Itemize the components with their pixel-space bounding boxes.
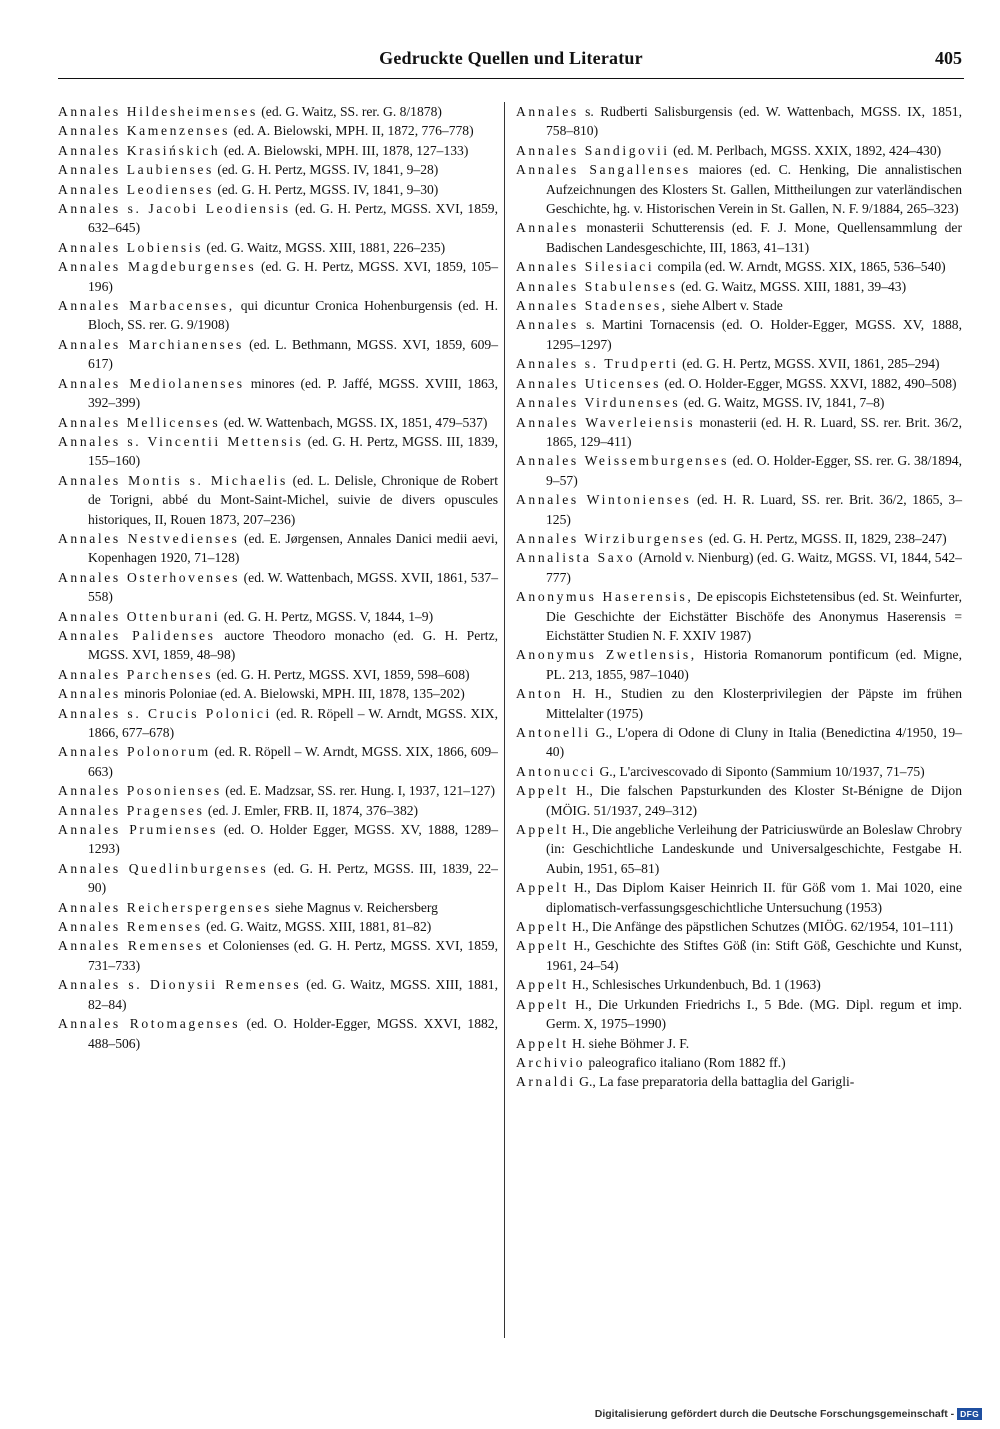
- entry-text: (ed. O. Holder Egger, MGSS. XV, 1888, 1289–1293): [88, 822, 498, 857]
- bibliography-entry: [58, 199, 498, 238]
- bibliography-entry: [58, 975, 498, 1014]
- entry-keyword: Annales s. Trudperti: [516, 356, 679, 372]
- bibliography-entry: [58, 296, 498, 335]
- entry-keyword: Annalista Saxo: [516, 550, 636, 566]
- entry-text: (ed. R. Röpell – W. Arndt, MGSS. XIX, 1866, 609–663): [88, 744, 498, 779]
- entry-text: H., Die Urkunden Friedrichs I., 5 Bde. (MG. Dipl. regum et imp. Germ. X, 1975–1990): [546, 996, 962, 1032]
- bibliography-entry: [516, 684, 962, 723]
- entry-text: H. siehe Böhmer J. F.: [572, 1035, 690, 1051]
- entry-keyword: Annales Marbacenses,: [58, 298, 235, 314]
- entry-keyword: Annales Rotomagenses: [58, 1016, 241, 1032]
- bibliography-entry: [516, 723, 962, 762]
- entry-keyword: Annales Wintonienses: [516, 492, 692, 508]
- entry-text: maiores (ed. C. Henking, Die annalistischen Aufzeichnungen des Klosters St. Gallen, Mittheilungen zur vaterländischen Geschichte, hg. v. Historischen Verein in St. Gallen, N. F. 9/1884, 265–323): [546, 162, 962, 217]
- bibliography-entry: [516, 354, 962, 373]
- bibliography-entry: [58, 1014, 498, 1053]
- entry-keyword: Antonelli: [516, 725, 591, 740]
- entry-text: (ed. J. Emler, FRB. II, 1874, 376–382): [207, 802, 419, 818]
- entry-text: H., Die angebliche Verleihung der Patriciuswürde an Boleslaw Chrobry (in: Geschichtliche Landeskunde und Universalgeschichte, Festgabe H. Aubin, 1951, 65–81): [546, 822, 962, 876]
- entry-keyword: Annales Posonienses: [58, 783, 222, 799]
- entry-text: H., Die Anfänge des päpstlichen Schutzes (MIÖG. 62/1954, 101–111): [572, 919, 954, 935]
- entry-text: (ed. G. H. Pertz, MGSS. XVII, 1861, 285–294): [682, 356, 940, 372]
- entry-text: siehe Albert v. Stade: [671, 298, 783, 314]
- entry-keyword: Appelt: [516, 822, 569, 838]
- entry-text: (ed. G. H. Pertz, MGSS. XVI, 1859, 598–608): [216, 666, 470, 682]
- entry-text: (ed. M. Perlbach, MGSS. XXIX, 1892, 424–430): [673, 142, 942, 158]
- entry-keyword: Annales Reicherspergenses: [58, 899, 272, 915]
- entry-text: G., L'opera di Odone di Cluny in Italia (Benedictina 4/1950, 19–40): [546, 725, 962, 760]
- entry-text: (Arnold v. Nienburg) (ed. G. Waitz, MGSS. VI, 1844, 542–777): [546, 550, 962, 585]
- entry-text: s. Martini Tornacensis (ed. O. Holder-Egger, MGSS. XV, 1888, 1295–1297): [546, 317, 962, 352]
- page-title: Gedruckte Quellen und Literatur: [379, 48, 643, 68]
- bibliography-entry: [58, 180, 498, 199]
- entry-keyword: Appelt: [516, 783, 569, 799]
- bibliography-entry: [58, 859, 498, 898]
- bibliography-entry: [58, 141, 498, 160]
- bibliography-entry: [516, 277, 962, 296]
- entry-keyword: Annales Virdunenses: [516, 395, 681, 411]
- bibliography-entry: [58, 257, 498, 296]
- entry-text: (ed. O. Holder-Egger, MGSS. XXVI, 1882, 490–508): [664, 375, 957, 391]
- entry-text: (ed. G. Waitz, SS. rer. G. 8/1878): [261, 104, 442, 119]
- bibliography-entry: [516, 374, 962, 393]
- bibliography-entry: [58, 801, 498, 820]
- bibliography-entry: [516, 141, 962, 160]
- entry-keyword: Annales: [58, 686, 121, 702]
- entry-keyword: Annales Lobiensis: [58, 239, 204, 255]
- entry-text: monasterii (ed. H. R. Luard, SS. rer. Brit. 36/2, 1865, 129–411): [546, 414, 962, 449]
- bibliography-entry: [516, 529, 962, 548]
- entry-text: (ed. E. Jørgensen, Annales Danici medii aevi, Kopenhagen 1920, 71–128): [88, 530, 498, 566]
- entry-keyword: Annales: [516, 104, 579, 119]
- right-column: [516, 102, 962, 1092]
- bibliography-entry: [516, 917, 962, 936]
- footer-text: Digitalisierung gefördert durch die Deutsche Forschungsgemeinschaft -: [594, 1408, 955, 1420]
- bibliography-entry: [516, 490, 962, 529]
- entry-text: De episcopis Eichstetensibus (ed. St. Weinfurter, Die Geschichte der Eichstätter Bischöfe des Anonymus Haserensis = Eichstätter Studien N. F. XXIV 1987): [546, 589, 962, 643]
- entry-keyword: Annales Hildesheimenses: [58, 104, 258, 119]
- entry-text: (ed. G. H. Pertz, MGSS. II, 1829, 238–247): [708, 530, 947, 546]
- entry-keyword: Annales Mellicenses: [58, 414, 221, 430]
- entry-keyword: Annales Leodienses: [58, 181, 214, 197]
- entry-keyword: Annales s. Dionysii Remenses: [58, 977, 302, 993]
- bibliography-entry: [516, 645, 962, 684]
- bibliography-entry: [516, 936, 962, 975]
- bibliography-entry: [516, 393, 962, 412]
- entry-text: siehe Magnus v. Reichersberg: [275, 899, 438, 915]
- entry-keyword: Annales Ottenburani: [58, 608, 221, 624]
- entry-text: monasterii Schutterensis (ed. F. J. Mone, Quellensammlung der Badischen Landesgeschichte, III, 1863, 41–131): [546, 220, 962, 255]
- bibliography-entry: [58, 160, 498, 179]
- entry-keyword: Annales: [516, 317, 579, 333]
- entry-text: H. H., Studien zu den Klosterprivilegien der Päpste im frühen Mittelalter (1975): [546, 686, 962, 721]
- bibliography-entry: [58, 432, 498, 471]
- entry-text: s. Rudberti Salisburgensis (ed. W. Wattenbach, MGSS. IX, 1851, 758–810): [546, 104, 962, 139]
- entry-keyword: Annales Osterhovenses: [58, 569, 241, 585]
- bibliography-entry: [58, 898, 498, 917]
- left-column: [58, 102, 498, 1053]
- entry-text: (ed. G. H. Pertz, MGSS. V, 1844, 1–9): [223, 608, 434, 624]
- entry-keyword: Annales Sangallenses: [516, 162, 691, 178]
- bibliography-entry: [58, 742, 498, 781]
- bibliography-entry: [58, 238, 498, 257]
- bibliography-entry: [516, 878, 962, 917]
- entry-text: H., Die falschen Papsturkunden des Kloster St-Bénigne de Dijon (MÖIG. 51/1937, 249–312): [546, 783, 962, 818]
- entry-keyword: Annales Remenses: [58, 938, 204, 954]
- entry-keyword: Annales Quedlinburgenses: [58, 860, 269, 876]
- entry-keyword: Arnaldi: [516, 1074, 576, 1090]
- entry-keyword: Annales s. Jacobi Leodiensis: [58, 201, 291, 217]
- entry-text: auctore Theodoro monacho (ed. G. H. Pertz, MGSS. XVI, 1859, 48–98): [88, 627, 498, 663]
- entry-text: (ed. G. Waitz, MGSS. IV, 1841, 7–8): [683, 395, 885, 411]
- entry-text: (ed. H. R. Luard, SS. rer. Brit. 36/2, 1865, 3–125): [546, 492, 962, 527]
- entry-text: (ed. L. Bethmann, MGSS. XVI, 1859, 609–617): [88, 336, 498, 372]
- bibliography-entry: [58, 704, 498, 743]
- entry-keyword: Annales Silesiaci: [516, 259, 655, 275]
- bibliography-entry: [58, 529, 498, 568]
- entry-keyword: Anonymus Haserensis,: [516, 589, 694, 605]
- entry-text: (ed. L. Delisle, Chronique de Robert de Torigni, abbé du Mont-Saint-Michel, suivie de divers opuscules historiques, II, Rouen 1873, 207–236): [88, 472, 498, 527]
- entry-keyword: Annales Uticenses: [516, 375, 661, 391]
- bibliography-entry: [58, 781, 498, 800]
- entry-text: (ed. A. Bielowski, MPH. III, 1878, 127–133): [223, 142, 469, 158]
- entry-keyword: Annales s. Crucis Polonici: [58, 705, 272, 721]
- entry-keyword: Appelt: [516, 880, 569, 896]
- entry-text: G., La fase preparatoria della battaglia del Garigli-: [579, 1074, 855, 1090]
- entry-text: (ed. O. Holder-Egger, SS. rer. G. 38/1894, 9–57): [546, 453, 963, 488]
- bibliography-entry: [58, 374, 498, 413]
- entry-text: qui dicuntur Cronica Hohenburgensis (ed. H. Bloch, SS. rer. G. 9/1908): [88, 298, 498, 333]
- entry-keyword: Appelt: [516, 938, 569, 954]
- entry-text: H., Geschichte des Stiftes Göß (in: Stift Göß, Geschichte und Kunst, 1961, 24–54): [546, 938, 962, 973]
- entry-text: minores (ed. P. Jaffé, MGSS. XVIII, 1863, 392–399): [88, 375, 498, 411]
- bibliography-entry: [516, 587, 962, 645]
- entry-text: Historia Romanorum pontificum (ed. Migne, PL. 213, 1855, 987–1040): [546, 647, 962, 682]
- entry-text: G., L'arcivescovado di Siponto (Sammium 10/1937, 71–75): [599, 763, 925, 779]
- bibliography-entry: [516, 102, 962, 141]
- bibliography-entry: [516, 296, 962, 315]
- entry-keyword: Annales Sandigovii: [516, 142, 670, 158]
- entry-keyword: Annales Laubienses: [58, 162, 214, 178]
- entry-keyword: Annales Weissemburgenses: [516, 453, 730, 469]
- bibliography-entry: [58, 607, 498, 626]
- entry-keyword: Annales Palidenses: [58, 627, 216, 643]
- bibliography-entry: [58, 102, 498, 121]
- bibliography-entry: [58, 335, 498, 374]
- entry-keyword: Annales Waverleiensis: [516, 414, 696, 430]
- bibliography-entry: [516, 820, 962, 878]
- entry-text: (ed. G. H. Pertz, MGSS. IV, 1841, 9–30): [217, 181, 439, 197]
- entry-text: (ed. G. H. Pertz, MGSS. XVI, 1859, 632–645): [88, 201, 498, 236]
- entry-keyword: Annales Krasińskich: [58, 142, 221, 158]
- bibliography-entry: [516, 413, 962, 452]
- bibliography-entry: [516, 1034, 962, 1053]
- entry-text: H., Schlesisches Urkundenbuch, Bd. 1 (1963): [572, 977, 821, 993]
- entry-text: (ed. W. Wattenbach, MGSS. IX, 1851, 479–537): [223, 414, 488, 430]
- entry-text: paleografico italiano (Rom 1882 ff.): [588, 1054, 786, 1070]
- bibliography-entry: [58, 665, 498, 684]
- entry-keyword: Annales Kamenzenses: [58, 123, 231, 139]
- bibliography-entry: [516, 548, 962, 587]
- bibliography-entry: [58, 626, 498, 665]
- bibliography-entry: [58, 121, 498, 140]
- entry-keyword: Annales Nestvedienses: [58, 530, 240, 546]
- bibliography-entry: [58, 413, 498, 432]
- entry-text: compila (ed. W. Arndt, MGSS. XIX, 1865, 536–540): [657, 259, 946, 275]
- bibliography-entry: [516, 781, 962, 820]
- entry-text: (ed. G. Waitz, MGSS. XIII, 1881, 226–235): [206, 239, 446, 255]
- bibliography-entry: [58, 820, 498, 859]
- entry-keyword: Anonymus Zwetlensis,: [516, 647, 697, 663]
- entry-keyword: Annales Stabulenses: [516, 278, 678, 294]
- bibliography-entry: [516, 451, 962, 490]
- dfg-logo: DFG: [957, 1408, 982, 1420]
- bibliography-entry: [58, 471, 498, 529]
- entry-text: minoris Poloniae (ed. A. Bielowski, MPH. III, 1878, 135–202): [124, 686, 465, 702]
- entry-keyword: Annales s. Vincentii Mettensis: [58, 433, 304, 449]
- entry-text: (ed. G. H. Pertz, MGSS. XVI, 1859, 105–196): [88, 259, 499, 294]
- bibliography-entry: [58, 568, 498, 607]
- bibliography-entry: [58, 684, 498, 703]
- page-header: [58, 44, 964, 79]
- entry-keyword: Annales Magdeburgenses: [58, 259, 257, 275]
- bibliography-entry: [516, 1053, 962, 1072]
- entry-keyword: Annales Montis s. Michaelis: [58, 472, 288, 488]
- entry-keyword: Antonucci: [516, 763, 597, 779]
- bibliography-entry: [58, 936, 498, 975]
- entry-text: (ed. G. Waitz, MGSS. XIII, 1881, 82–84): [88, 977, 498, 1012]
- footer: [595, 1408, 982, 1420]
- entry-text: (ed. G. Waitz, MGSS. XIII, 1881, 81–82): [206, 919, 432, 935]
- entry-text: (ed. O. Holder-Egger, MGSS. XXVI, 1882, 488–506): [88, 1016, 498, 1051]
- entry-keyword: Archivio: [516, 1054, 586, 1070]
- entry-text: (ed. G. Waitz, MGSS. XIII, 1881, 39–43): [680, 278, 907, 294]
- entry-text: (ed. G. H. Pertz, MGSS. III, 1839, 22–90): [88, 860, 498, 896]
- bibliography-entry: [516, 257, 962, 276]
- entry-keyword: Annales Mediolanenses: [58, 375, 245, 391]
- entry-keyword: Annales Parchenses: [58, 666, 214, 682]
- bibliography-entry: [516, 218, 962, 257]
- entry-keyword: Annales Wirziburgenses: [516, 530, 706, 546]
- bibliography-entry: [516, 995, 962, 1034]
- entry-keyword: Appelt: [516, 1035, 569, 1051]
- entry-text: (ed. G. H. Pertz, MGSS. III, 1839, 155–160): [88, 433, 498, 469]
- entry-keyword: Appelt: [516, 977, 569, 993]
- entry-keyword: Annales: [516, 220, 579, 236]
- entry-text: et Colonienses (ed. G. H. Pertz, MGSS. XVI, 1859, 731–733): [88, 938, 498, 973]
- bibliography-entry: [516, 315, 962, 354]
- entry-keyword: Annales Polonorum: [58, 744, 211, 760]
- entry-keyword: Annales Remenses: [58, 919, 203, 935]
- page-number: 405: [935, 48, 962, 68]
- entry-keyword: Appelt: [516, 919, 569, 935]
- entry-keyword: Annales Prumienses: [58, 822, 218, 838]
- entry-text: (ed. W. Wattenbach, MGSS. XVII, 1861, 537–558): [88, 569, 498, 605]
- entry-text: (ed. G. H. Pertz, MGSS. IV, 1841, 9–28): [217, 162, 439, 178]
- entry-keyword: Anton: [516, 686, 563, 702]
- entry-text: (ed. E. Madzsar, SS. rer. Hung. I, 1937, 121–127): [225, 783, 495, 799]
- column-divider: [504, 102, 505, 1338]
- entry-text: (ed. A. Bielowski, MPH. II, 1872, 776–778): [233, 123, 474, 139]
- bibliography-entry: [516, 975, 962, 994]
- bibliography-entry: [58, 917, 498, 936]
- bibliography-entry: [516, 160, 962, 218]
- entry-text: (ed. R. Röpell – W. Arndt, MGSS. XIX, 1866, 677–678): [88, 705, 498, 740]
- entry-keyword: Annales Pragenses: [58, 802, 205, 818]
- entry-keyword: Annales Marchianenses: [58, 336, 244, 352]
- entry-keyword: Annales Stadenses,: [516, 298, 668, 314]
- entry-text: H., Das Diplom Kaiser Heinrich II. für Göß vom 1. Mai 1020, eine diplomatisch-verfassungsgeschichtliche Untersuchung (1953): [546, 880, 962, 915]
- bibliography-entry: [516, 1072, 962, 1091]
- entry-keyword: Appelt: [516, 996, 569, 1012]
- bibliography-entry: [516, 762, 962, 781]
